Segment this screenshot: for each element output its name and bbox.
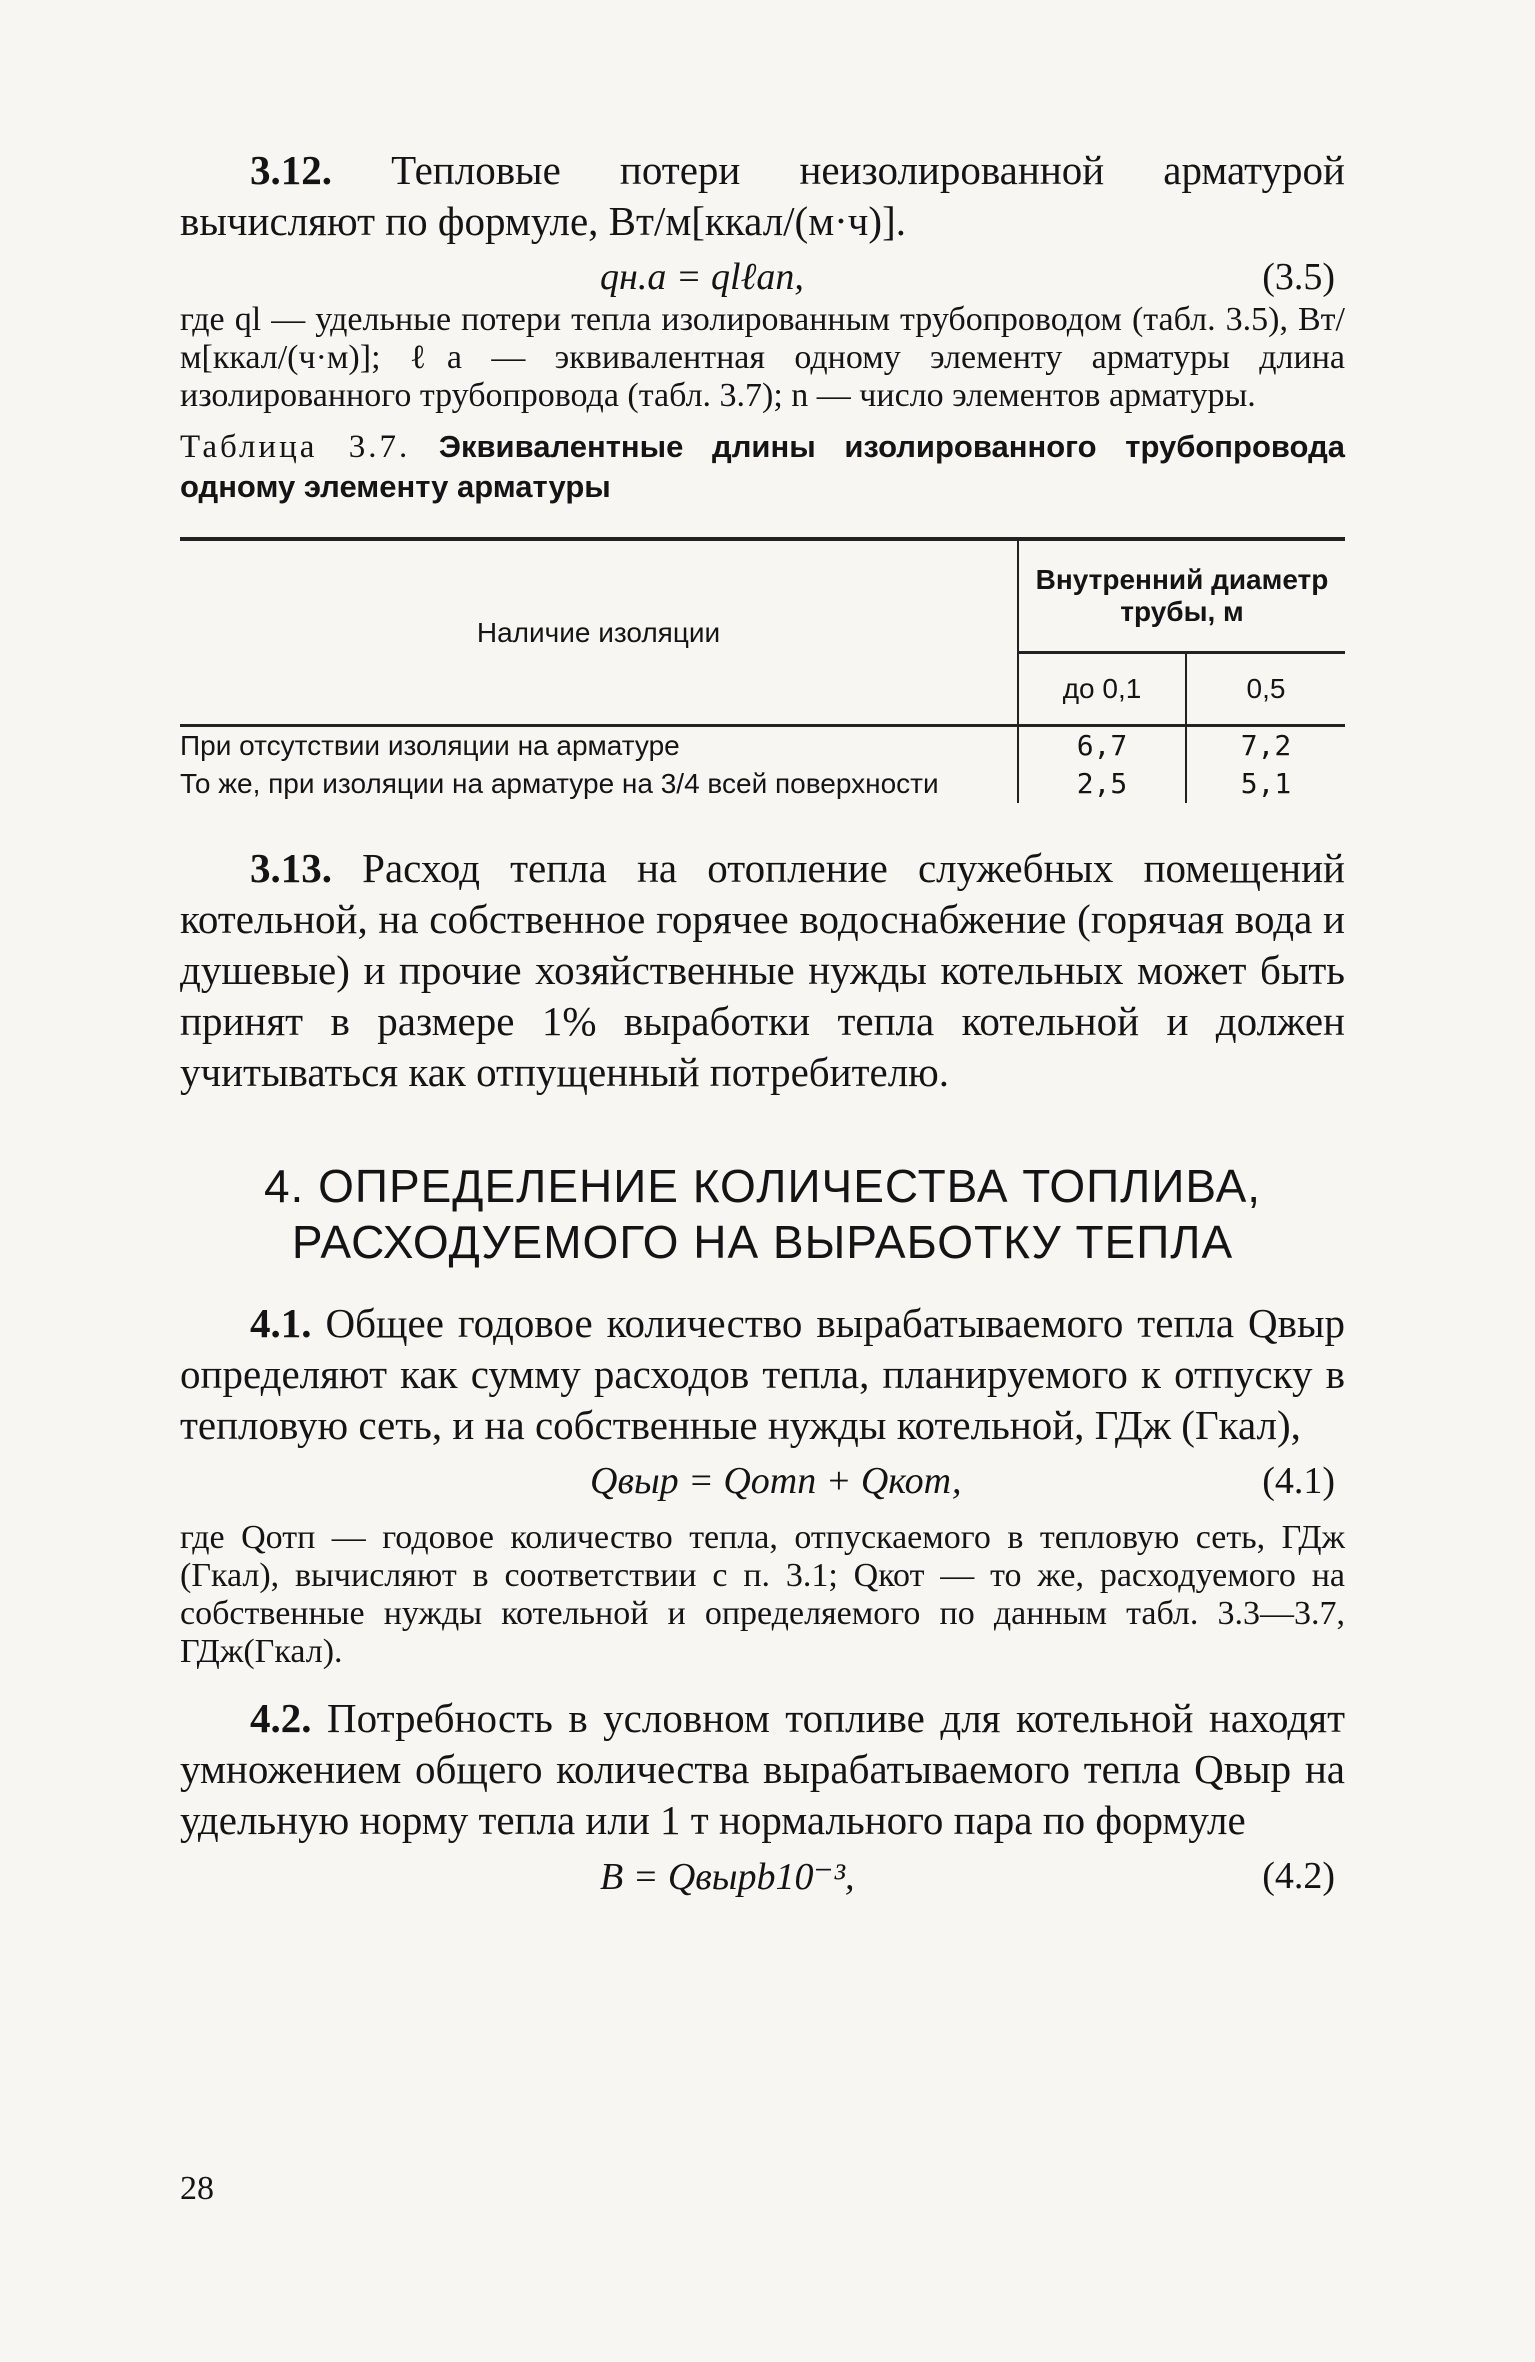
formula-number: (3.5)	[1262, 256, 1335, 298]
where-clause-4-1: где Qотп — годовое количество тепла, отпускаемого в тепловую сеть, ГДж (Гкал), вычисляют в соответствии с п. 3.1; Qкот — то же, расходуемого на собственные нужды котельной и определяемого по данным табл. 3.3—3.7, ГДж(Гкал).	[180, 1519, 1345, 1670]
paragraph-text: Расход тепла на отопление служебных помещений котельной, на собственное горячее водоснабжение (горячая вода и душевые) и прочие хозяйственные нужды котельных может быть принят в размере 1% выработки тепла котельной и должен учитываться как отпущенный потребителю.	[180, 845, 1345, 1095]
section-4-1	[180, 1298, 1345, 1451]
page-body	[180, 145, 1345, 1900]
cell-value: 5,1	[1240, 767, 1292, 800]
cell-value: 6,7	[1076, 729, 1128, 762]
column-header-diameter: Внутренний диаметр трубы, м	[1018, 539, 1345, 653]
section-number: 3.13.	[250, 845, 332, 891]
section-4-heading	[180, 1158, 1345, 1270]
table-3-7	[180, 537, 1345, 803]
column-header-d05: 0,5	[1186, 653, 1345, 726]
formula-4-2	[180, 1846, 1345, 1900]
section-3-12	[180, 145, 1345, 247]
table-label: Таблица 3.7.	[180, 429, 411, 465]
paragraph-text: Потребность в условном топливе для котельной находят умножением общего количества вырабатываемого тепла Qвыр на удельную норму тепла или 1 т нормального пара по формуле	[180, 1695, 1345, 1843]
paragraph-text: Тепловые потери неизолированной арматурой вычисляют по формуле, Вт/м[ккал/(м·ч)].	[180, 147, 1346, 244]
page-number: 28	[180, 2170, 214, 2207]
section-4-2	[180, 1693, 1345, 1846]
formula-number: (4.1)	[1262, 1460, 1335, 1502]
section-number: 4.2.	[250, 1695, 312, 1741]
paragraph-text: Общее годовое количество вырабатываемого тепла Qвыр определяют как сумму расходов тепла, планируемого к отпуску в тепловую сеть, и на собственные нужды котельной, ГДж (Гкал),	[180, 1300, 1346, 1448]
table-caption	[180, 427, 1345, 507]
column-header-d01: до 0,1	[1018, 653, 1186, 726]
column-header-insulation: Наличие изоляции	[180, 539, 1018, 726]
formula-expression: Qвыр = Qотп + Qкот,	[590, 1460, 962, 1502]
table-title: Эквивалентные длины изолированного трубопровода одному элементу арматуры	[180, 429, 1345, 504]
table-row	[180, 726, 1345, 804]
heading-line: РАСХОДУЕМОГО НА ВЫРАБОТКУ ТЕПЛА	[291, 1216, 1234, 1268]
row-label: То же, при изоляции на арматуре на 3/4 всей поверхности	[180, 768, 939, 799]
cell-value: 7,2	[1240, 729, 1292, 762]
section-number: 4.1.	[250, 1300, 312, 1346]
formula-3-5	[180, 247, 1345, 301]
formula-expression: B = Qвырb10⁻³,	[600, 1856, 855, 1898]
formula-expression: qн.а = qlℓаn,	[600, 256, 804, 298]
where-clause-3-5: где ql — удельные потери тепла изолированным трубопроводом (табл. 3.5), Вт/м[ккал/(ч·м)]; ℓа — эквивалентная одному элементу арматуры длина изолированного трубопровода (табл. 3.7); n — число элементов арматуры.	[180, 301, 1345, 414]
row-label: При отсутствии изоляции на арматуре	[180, 730, 680, 761]
formula-4-1	[180, 1451, 1345, 1505]
formula-number: (4.2)	[1262, 1855, 1335, 1897]
section-number: 3.12.	[250, 147, 332, 193]
section-3-13	[180, 843, 1345, 1098]
heading-line: 4. ОПРЕДЕЛЕНИЕ КОЛИЧЕСТВА ТОПЛИВА,	[263, 1160, 1262, 1212]
cell-value: 2,5	[1076, 767, 1128, 800]
